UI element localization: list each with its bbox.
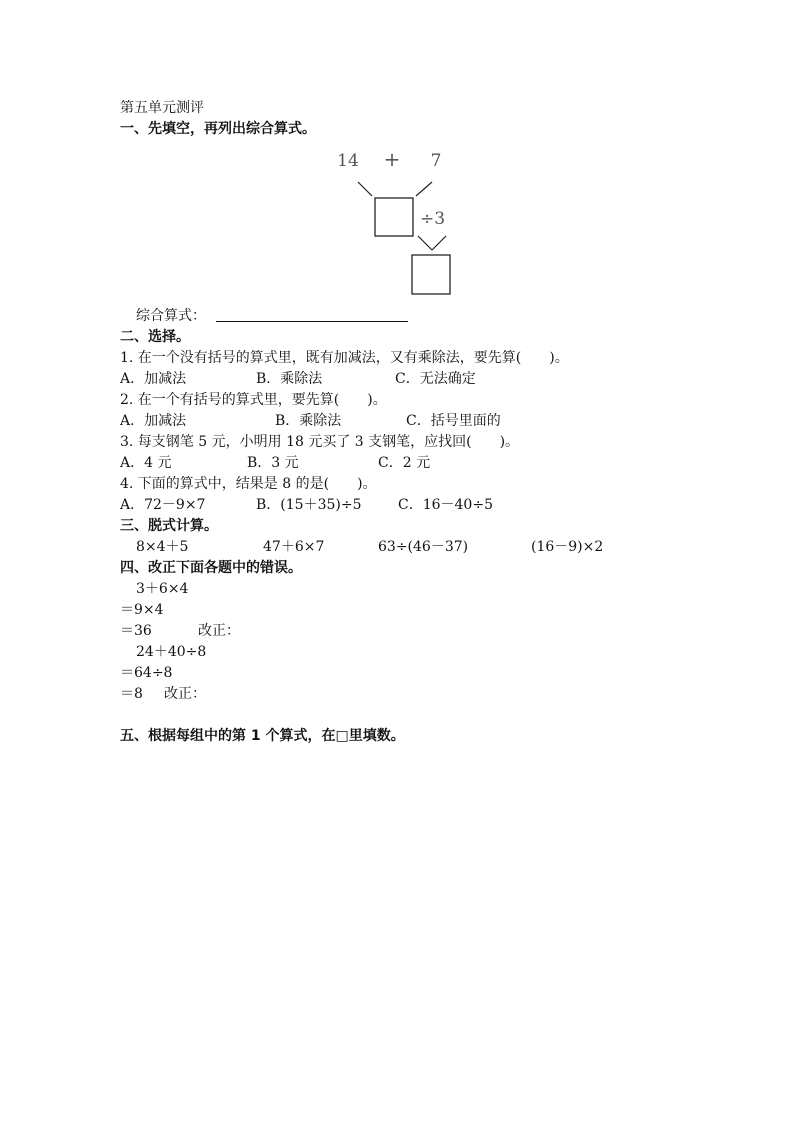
section-3-heading: 三、脱式计算。 bbox=[120, 518, 218, 534]
diagram-number-a: 14 bbox=[337, 151, 359, 171]
question-2: 2. 在一个有括号的算式里，要先算( )。 bbox=[120, 392, 387, 408]
problem-1-line-1: 3＋6×4 bbox=[136, 581, 189, 597]
diagram-operator-divide: ÷3 bbox=[420, 209, 446, 229]
section-4-heading: 四、改正下面各题中的错误。 bbox=[120, 560, 302, 576]
diagram-connector-down-right bbox=[432, 236, 446, 250]
q2-option-c: C．括号里面的 bbox=[406, 413, 501, 429]
q1-option-a: A．加减法 bbox=[120, 371, 187, 387]
diagram-connector-down-left bbox=[418, 236, 432, 250]
section-2-heading: 二、选择。 bbox=[120, 329, 190, 345]
q3-option-c: C．2 元 bbox=[378, 455, 431, 471]
q4-option-c: C．16－40÷5 bbox=[398, 497, 493, 513]
answer-box-2 bbox=[412, 255, 450, 294]
question-3: 3. 每支钢笔 5 元，小明用 18 元买了 3 支钢笔，应找回( )。 bbox=[120, 434, 520, 450]
problem-2-line-1: 24＋40÷8 bbox=[136, 644, 207, 660]
problem-2-line-2: ＝64÷8 bbox=[120, 665, 173, 681]
question-1: 1. 在一个没有括号的算式里，既有加减法，又有乘除法，要先算( )。 bbox=[120, 350, 569, 366]
diagram-operator-plus: + bbox=[383, 148, 401, 171]
problem-2-fix-label: 改正： bbox=[164, 686, 206, 702]
calc-item-3: 63÷(46－37) bbox=[378, 539, 469, 555]
diagram-connector-right bbox=[416, 182, 432, 196]
q2-option-b: B．乘除法 bbox=[275, 413, 342, 429]
q2-option-a: A．加减法 bbox=[120, 413, 187, 429]
calc-item-1: 8×4＋5 bbox=[136, 539, 189, 555]
calc-item-2: 47＋6×7 bbox=[263, 539, 325, 555]
page-title: 第五单元测评 bbox=[120, 100, 204, 116]
calculation-diagram bbox=[320, 148, 480, 298]
problem-1-line-2: ＝9×4 bbox=[120, 602, 164, 618]
q1-option-c: C．无法确定 bbox=[395, 371, 476, 387]
problem-1-fix-label: 改正： bbox=[198, 623, 240, 639]
problem-2-line-3: ＝8 bbox=[120, 686, 143, 702]
q3-option-a: A．4 元 bbox=[120, 455, 172, 471]
diagram-connector-left bbox=[358, 182, 372, 196]
formula-label: 综合算式： bbox=[136, 308, 206, 324]
section-5-heading: 五、根据每组中的第 1 个算式，在□里填数。 bbox=[120, 728, 405, 744]
q4-option-a: A．72－9×7 bbox=[120, 497, 206, 513]
formula-answer-line[interactable] bbox=[216, 321, 408, 322]
q3-option-b: B．3 元 bbox=[247, 455, 299, 471]
diagram-number-b: 7 bbox=[430, 151, 442, 171]
calc-item-4: (16－9)×2 bbox=[531, 539, 604, 555]
question-4: 4. 下面的算式中，结果是 8 的是( )。 bbox=[120, 476, 377, 492]
q4-option-b: B．(15＋35)÷5 bbox=[256, 497, 362, 513]
q1-option-b: B．乘除法 bbox=[256, 371, 323, 387]
section-1-heading: 一、先填空，再列出综合算式。 bbox=[120, 121, 316, 137]
problem-1-line-3: ＝36 bbox=[120, 623, 152, 639]
answer-box-1 bbox=[375, 198, 413, 236]
